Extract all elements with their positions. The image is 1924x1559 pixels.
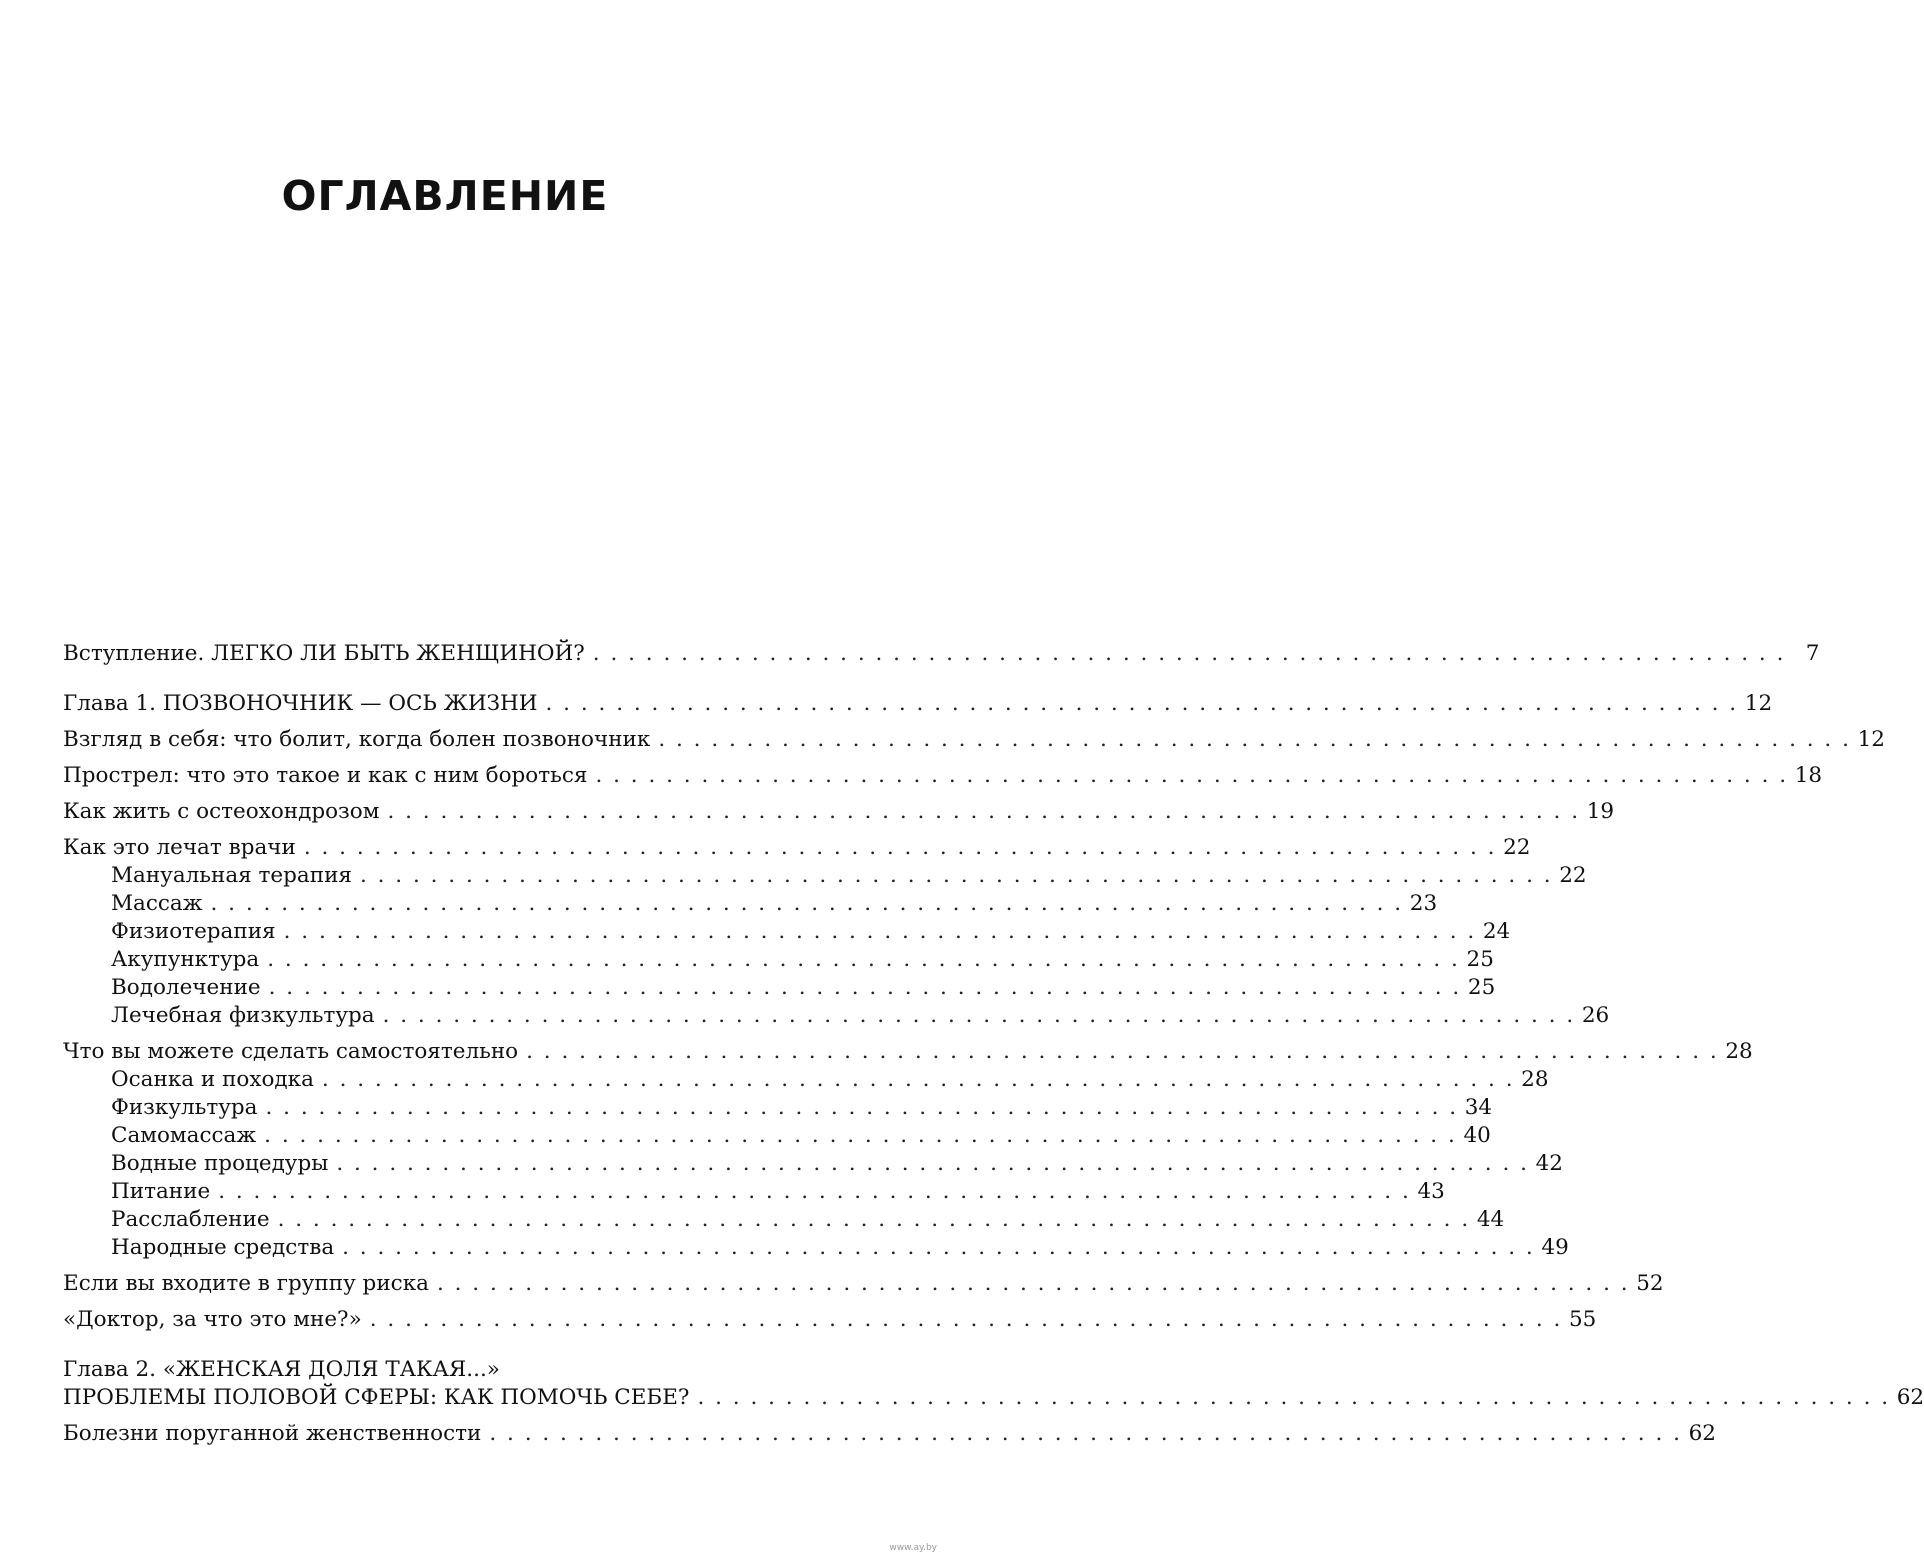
- toc-dot-leader: . . . . . . . . . . . . . . . . . . . . . . . . . . . . . . . . . . . . . . . . . . . . . . . . . . . . . . . . . . . . . . . . . . . .: [387, 799, 1581, 824]
- toc-entry-page: 22: [1503, 835, 1531, 860]
- toc-entry-page: 22: [1559, 863, 1587, 888]
- toc-entry: [63, 762, 1823, 790]
- page-title: ОГЛАВЛЕНИЕ: [281, 172, 609, 220]
- toc-entry-label: Как жить с остеохондрозом: [63, 799, 380, 824]
- toc-dot-leader: . . . . . . . . . . . . . . . . . . . . . . . . . . . . . . . . . . . . . . . . . . . . . . . . . . . . . . . . . . . . . . . . . . . .: [336, 1151, 1529, 1176]
- toc-entry-page: 26: [1581, 1003, 1610, 1028]
- toc-dot-leader: . . . . . . . . . . . . . . . . . . . . . . . . . . . . . . . . . . . . . . . . . . . . . . . . . . . . . . . . . . . . . . . . . . . .: [369, 1307, 1563, 1332]
- toc-dot-leader: . . . . . . . . . . . . . . . . . . . . . . . . . . . . . . . . . . . . . . . . . . . . . . . . . . . . . . . . . . . . . . . . . . . .: [592, 641, 1786, 666]
- toc-entry-page: 23: [1409, 891, 1438, 916]
- toc-entry: [63, 690, 1773, 718]
- toc-entry-label: Расслабление: [111, 1207, 270, 1232]
- toc-entry: [63, 1150, 1563, 1178]
- toc-entry-label: Физиотерапия: [111, 919, 276, 944]
- toc-entry: [63, 862, 1587, 890]
- toc-entry: [63, 1122, 1491, 1150]
- toc-dot-leader: . . . . . . . . . . . . . . . . . . . . . . . . . . . . . . . . . . . . . . . . . . . . . . . . . . . . . . . . . . . . . . . . . . . .: [268, 975, 1462, 1000]
- toc-entry: [63, 640, 1820, 668]
- toc-dot-leader: . . . . . . . . . . . . . . . . . . . . . . . . . . . . . . . . . . . . . . . . . . . . . . . . . . . . . . . . . . . . . . . . . . . .: [436, 1271, 1630, 1296]
- toc-entry-page: 25: [1467, 975, 1496, 1000]
- toc-entry: [63, 726, 1885, 754]
- toc-entry-label: Водные процедуры: [111, 1151, 329, 1176]
- watermark: www.ay.by: [889, 1543, 937, 1553]
- toc-entry-page: 55: [1569, 1307, 1597, 1332]
- toc-dot-leader: . . . . . . . . . . . . . . . . . . . . . . . . . . . . . . . . . . . . . . . . . . . . . . . . . . . . . . . . . . . . . . . . . . . .: [277, 1207, 1471, 1232]
- toc-entry: [63, 1420, 1716, 1448]
- toc-entry-label: Акупунктура: [111, 947, 260, 972]
- toc-dot-leader: . . . . . . . . . . . . . . . . . . . . . . . . . . . . . . . . . . . . . . . . . . . . . . . . . . . . . . . . . . . . . . . . . . . .: [303, 835, 1497, 860]
- toc-dot-leader: . . . . . . . . . . . . . . . . . . . . . . . . . . . . . . . . . . . . . . . . . . . . . . . . . . . . . . . . . . . . . . . . . . . .: [265, 1095, 1459, 1120]
- toc-dot-leader: . . . . . . . . . . . . . . . . . . . . . . . . . . . . . . . . . . . . . . . . . . . . . . . . . . . . . . . . . . . . . . . . . . . .: [283, 919, 1477, 944]
- toc-entry: [63, 798, 1615, 826]
- toc-dot-leader: . . . . . . . . . . . . . . . . . . . . . . . . . . . . . . . . . . . . . . . . . . . . . . . . . . . . . . . . . . . . . . . . . . . .: [545, 691, 1739, 716]
- toc-dot-leader: . . . . . . . . . . . . . . . . . . . . . . . . . . . . . . . . . . . . . . . . . . . . . . . . . . . . . . . . . . . . . . . . . . . .: [359, 863, 1553, 888]
- toc-entry-page: 62: [1896, 1385, 1924, 1410]
- toc-dot-leader: . . . . . . . . . . . . . . . . . . . . . . . . . . . . . . . . . . . . . . . . . . . . . . . . . . . . . . . . . . . . . . . . . . . .: [321, 1067, 1515, 1092]
- toc-entry: [63, 1206, 1505, 1234]
- toc-dot-leader: . . . . . . . . . . . . . . . . . . . . . . . . . . . . . . . . . . . . . . . . . . . . . . . . . . . . . . . . . . . . . . . . . . . .: [342, 1235, 1535, 1260]
- toc-entry-page: 49: [1541, 1235, 1569, 1260]
- toc-entry-page: 43: [1417, 1179, 1445, 1204]
- toc-dot-leader: . . . . . . . . . . . . . . . . . . . . . . . . . . . . . . . . . . . . . . . . . . . . . . . . . . . . . . . . . . . . . . . . . . . .: [210, 891, 1404, 916]
- toc-entry: [63, 946, 1494, 974]
- toc-entry-page: 62: [1688, 1421, 1716, 1446]
- toc-dot-leader: . . . . . . . . . . . . . . . . . . . . . . . . . . . . . . . . . . . . . . . . . . . . . . . . . . . . . . . . . . . . . . . . . . . .: [264, 1123, 1457, 1148]
- table-of-contents: [63, 640, 1924, 1448]
- toc-entry-page: 34: [1464, 1095, 1493, 1120]
- toc-entry-label: Народные средства: [111, 1235, 335, 1260]
- toc-entry-label: Мануальная терапия: [111, 863, 352, 888]
- toc-entry-page: 7: [1805, 641, 1820, 666]
- toc-entry: [63, 918, 1511, 946]
- toc-entry: [63, 1270, 1664, 1298]
- toc-entry-label: Водолечение: [111, 975, 261, 1000]
- toc-dot-leader: . . . . . . . . . . . . . . . . . . . . . . . . . . . . . . . . . . . . . . . . . . . . . . . . . . . . . . . . . . . . . . . . . . . .: [267, 947, 1460, 972]
- toc-entry-label: Лечебная физкультура: [111, 1003, 375, 1028]
- toc-entry-label: Вступление. ЛЕГКО ЛИ БЫТЬ ЖЕНЩИНОЙ?: [63, 641, 585, 666]
- toc-entry-label: Физкультура: [111, 1095, 258, 1120]
- toc-entry-page: 42: [1535, 1151, 1563, 1176]
- toc-entry-label: Осанка и походка: [111, 1067, 314, 1092]
- toc-entry-page: 19: [1586, 799, 1615, 824]
- toc-entry-page: 28: [1521, 1067, 1549, 1092]
- toc-entry: [63, 890, 1438, 918]
- toc-entry-label: Как это лечат врачи: [63, 835, 296, 860]
- chapter-2-heading: Глава 2. «ЖЕНСКАЯ ДОЛЯ ТАКАЯ...»: [63, 1357, 500, 1382]
- toc-entry: [63, 834, 1531, 862]
- toc-entry: [63, 1306, 1597, 1334]
- toc-dot-leader: . . . . . . . . . . . . . . . . . . . . . . . . . . . . . . . . . . . . . . . . . . . . . . . . . . . . . . . . . . . . . . . . . . . .: [658, 727, 1851, 752]
- toc-entry: [63, 974, 1496, 1002]
- toc-dot-leader: . . . . . . . . . . . . . . . . . . . . . . . . . . . . . . . . . . . . . . . . . . . . . . . . . . . . . . . . . . . . . . . . . . . .: [218, 1179, 1411, 1204]
- toc-dot-leader: . . . . . . . . . . . . . . . . . . . . . . . . . . . . . . . . . . . . . . . . . . . . . . . . . . . . . . . . . . . . . . . . . . . .: [382, 1003, 1576, 1028]
- toc-entry-page: 25: [1466, 947, 1494, 972]
- toc-entry-label: ПРОБЛЕМЫ ПОЛОВОЙ СФЕРЫ: КАК ПОМОЧЬ СЕБЕ?: [63, 1385, 690, 1410]
- toc-entry: [63, 1066, 1549, 1094]
- toc-entry-label: Что вы можете сделать самостоятельно: [63, 1039, 519, 1064]
- toc-entry-page: 44: [1476, 1207, 1505, 1232]
- toc-entry: [63, 1094, 1493, 1122]
- toc-dot-leader: . . . . . . . . . . . . . . . . . . . . . . . . . . . . . . . . . . . . . . . . . . . . . . . . . . . . . . . . . . . . . . . . . . . .: [489, 1421, 1682, 1446]
- toc-entry: [63, 1178, 1445, 1206]
- toc-entry: [63, 1002, 1610, 1030]
- toc-entry-label: «Доктор, за что это мне?»: [63, 1307, 362, 1332]
- toc-entry-page: 52: [1636, 1271, 1664, 1296]
- toc-entry-label: Массаж: [111, 891, 203, 916]
- toc-entry-page: 18: [1794, 763, 1823, 788]
- toc-entry: [63, 1234, 1569, 1262]
- toc-entry-label: Если вы входите в группу риска: [63, 1271, 429, 1296]
- toc-entry-label: Глава 1. ПОЗВОНОЧНИК — ОСЬ ЖИЗНИ: [63, 691, 538, 716]
- toc-entry-page: 40: [1463, 1123, 1491, 1148]
- toc-entry-page: 28: [1725, 1039, 1753, 1064]
- toc-entry-label: Болезни поруганной женственности: [63, 1421, 482, 1446]
- toc-entry-label: Самомассаж: [111, 1123, 257, 1148]
- toc-dot-leader: . . . . . . . . . . . . . . . . . . . . . . . . . . . . . . . . . . . . . . . . . . . . . . . . . . . . . . . . . . . . . . . . . . . .: [697, 1385, 1891, 1410]
- toc-entry-label: Взгляд в себя: что болит, когда болен позвоночник: [63, 727, 651, 752]
- toc-entry: [63, 1038, 1753, 1066]
- toc-dot-leader: . . . . . . . . . . . . . . . . . . . . . . . . . . . . . . . . . . . . . . . . . . . . . . . . . . . . . . . . . . . . . . . . . . . .: [526, 1039, 1719, 1064]
- chapter-2-entry: [63, 1384, 1924, 1412]
- toc-dot-leader: . . . . . . . . . . . . . . . . . . . . . . . . . . . . . . . . . . . . . . . . . . . . . . . . . . . . . . . . . . . . . . . . . . . .: [595, 763, 1789, 788]
- toc-entry-page: 12: [1744, 691, 1773, 716]
- toc-entry-label: Прострел: что это такое и как с ним бороться: [63, 763, 588, 788]
- toc-entry-page: 24: [1482, 919, 1511, 944]
- toc-entry-label: Питание: [111, 1179, 211, 1204]
- toc-entry-page: 12: [1857, 727, 1885, 752]
